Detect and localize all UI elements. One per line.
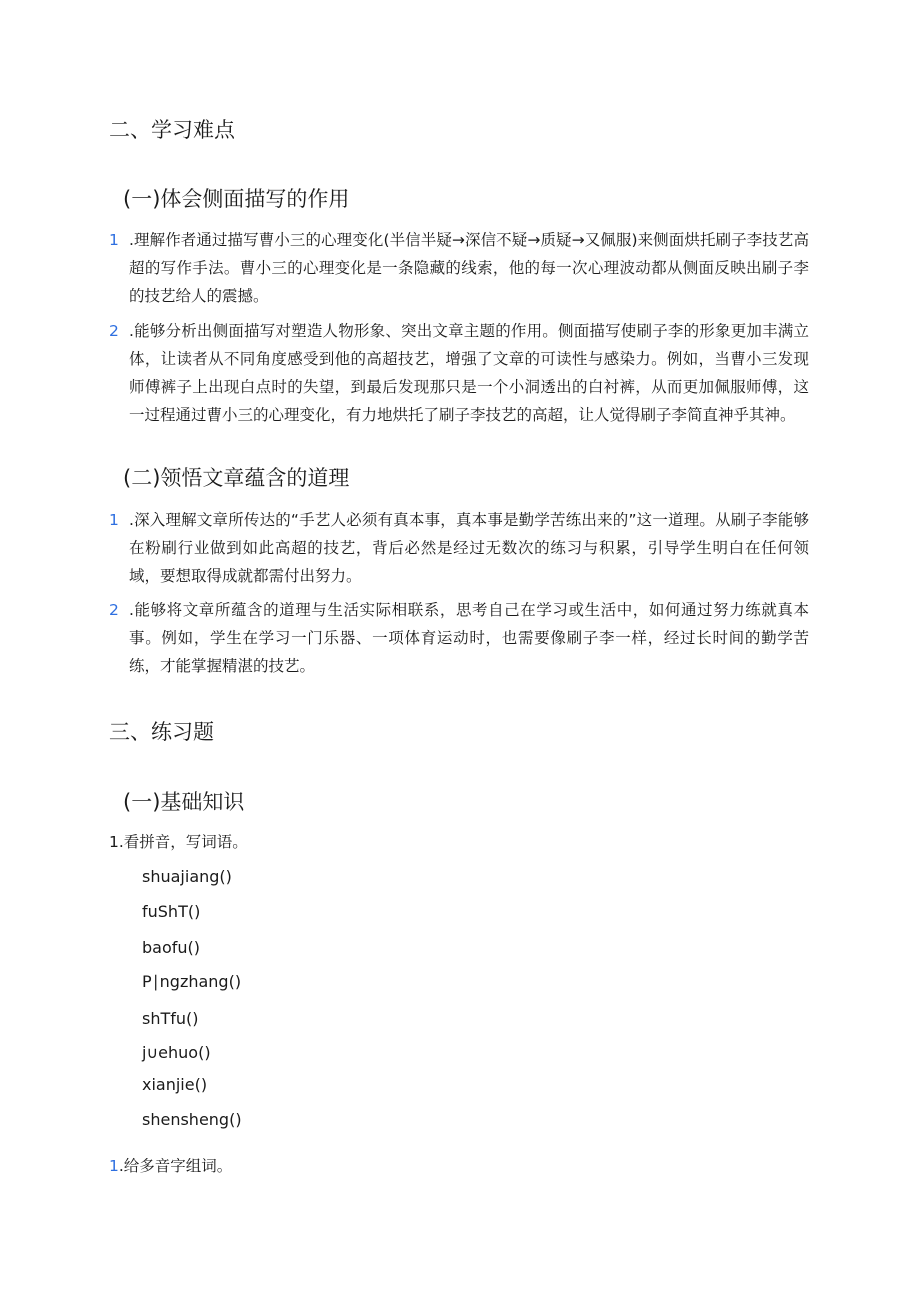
list-number: 2 <box>109 601 119 619</box>
list-number: 2 <box>109 322 119 340</box>
question-number: 1 <box>109 1157 119 1175</box>
list-item <box>109 317 809 429</box>
pinyin-item: j∪ehuo() <box>142 1043 211 1062</box>
list-number: 1 <box>109 231 119 249</box>
list-text: .能够分析出侧面描写对塑造人物形象、突出文章主题的作用。侧面描写使刷子李的形象更加丰满立体，让读者从不同角度感受到他的高超技艺，增强了文章的可读性与感染力。例如，当曹小三发现师傅裤子上出现白点时的失望，到最后发现那只是一个小洞透出的白衬裤，从而更加佩服师傅，这一过程通过曹小三的心理变化，有力地烘托了刷子李技艺的高超，让人觉得刷子李简直神乎其神。 <box>129 322 809 424</box>
pinyin-item: fuShT() <box>142 902 201 921</box>
pinyin-item: shensheng() <box>142 1110 242 1129</box>
pinyin-item: shTfu() <box>142 1009 199 1028</box>
subsection-title-side-description: (一)体会侧面描写的作用 <box>123 187 350 211</box>
question-polyphonic <box>109 1154 232 1176</box>
subsection-title-meaning: (二)领悟文章蕴含的道理 <box>123 466 350 490</box>
list-number: 1 <box>109 511 119 529</box>
list-item <box>109 226 809 310</box>
list-text: .理解作者通过描写曹小三的心理变化(半信半疑→深信不疑→质疑→又佩服)来侧面烘托刷子李技艺高超的写作手法。曹小三的心理变化是一条隐藏的线索，他的每一次心理波动都从侧面反映出刷子李的技艺给人的震撼。 <box>129 231 809 305</box>
list-item <box>109 506 809 590</box>
list-text: .能够将文章所蕴含的道理与生活实际相联系，思考自己在学习或生活中，如何通过努力练就真本事。例如，学生在学习一门乐器、一项体育运动时，也需要像刷子李一样，经过长时间的勤学苦练，才能掌握精湛的技艺。 <box>129 601 809 675</box>
pinyin-item: P∣ngzhang() <box>142 972 242 991</box>
question-text: .给多音字组词。 <box>118 1157 233 1175</box>
subsection-title-basics: (一)基础知识 <box>123 790 245 814</box>
section-title-exercises: 三、练习题 <box>109 720 214 744</box>
pinyin-item: xianjie() <box>142 1075 208 1094</box>
pinyin-item: baofu() <box>142 938 201 957</box>
pinyin-item: shuajiang() <box>142 867 232 886</box>
list-item <box>109 596 809 680</box>
question-pinyin: 1.看拼音，写词语。 <box>109 833 248 851</box>
section-title-difficulties: 二、学习难点 <box>109 118 235 142</box>
list-text: .深入理解文章所传达的“手艺人必须有真本事，真本事是勤学苦练出来的”这一道理。从刷子李能够在粉刷行业做到如此高超的技艺，背后必然是经过无数次的练习与积累，引导学生明白在任何领域，要想取得成就都需付出努力。 <box>129 511 809 585</box>
